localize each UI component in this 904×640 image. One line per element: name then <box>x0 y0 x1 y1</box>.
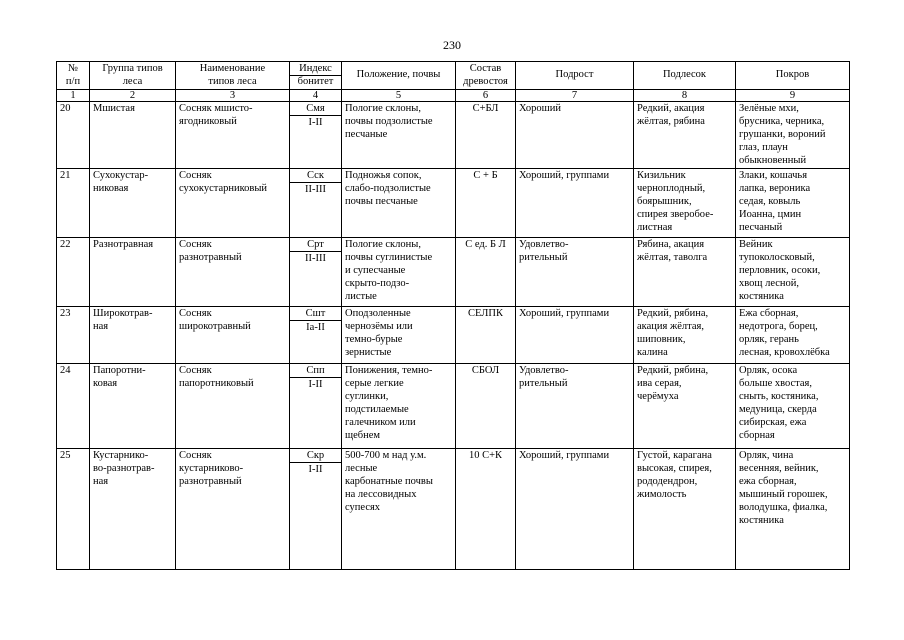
cell-line: обыкновенный <box>739 155 807 166</box>
cell-index-class: Ia-II <box>290 321 342 364</box>
cell-name <box>176 307 290 364</box>
cell-underbrush <box>634 169 736 238</box>
cell-line: Сосняк <box>179 239 212 250</box>
header-cover: Покров <box>736 62 850 90</box>
cell-line: боярышник, <box>637 196 692 207</box>
cell-line: зернистые <box>345 347 392 358</box>
cell-composition: СБОЛ <box>456 364 516 449</box>
cell-line: карбонатные почвы <box>345 476 433 487</box>
cell-line: шиповник, <box>637 334 686 345</box>
cell-cover <box>736 169 850 238</box>
cell-line: седая, ковыль <box>739 196 801 207</box>
cell-line: высокая, спирея, <box>637 463 712 474</box>
page-number: 230 <box>443 38 461 52</box>
cell-index-class: I-II <box>290 116 342 169</box>
cell-undergrowth <box>516 238 634 307</box>
cell-undergrowth <box>516 307 634 364</box>
table-row <box>57 364 850 378</box>
column-number: 1 <box>57 90 90 102</box>
cell-line: щебнем <box>345 430 381 441</box>
column-number: 8 <box>634 90 736 102</box>
cell-line: грушанки, вороний <box>739 129 826 140</box>
cell-line: Широкотрав- <box>93 308 153 319</box>
table-row <box>57 449 850 463</box>
cell-composition: С+БЛ <box>456 102 516 169</box>
cell-line: Понижения, темно- <box>345 365 433 376</box>
cell-line: больше хвостая, <box>739 378 812 389</box>
cell-line: весенняя, вейник, <box>739 463 819 474</box>
cell-cover <box>736 238 850 307</box>
cell-line: ная <box>93 476 109 487</box>
cell-undergrowth <box>516 169 634 238</box>
cell-cover <box>736 102 850 169</box>
header-composition: Состав древостоя <box>456 62 516 90</box>
cell-line: черноплодный, <box>637 183 706 194</box>
cell-num: 24 <box>57 364 90 449</box>
table-row <box>57 307 850 321</box>
cell-line: никовая <box>93 183 129 194</box>
cell-line: Хороший <box>519 103 561 114</box>
cell-line: разнотравный <box>179 476 242 487</box>
cell-line: сныть, костяника, <box>739 391 819 402</box>
cell-line: слабо-подзолистые <box>345 183 431 194</box>
cell-cover <box>736 307 850 364</box>
header-group: Группа типов леса <box>90 62 176 90</box>
cell-line: ива серая, <box>637 378 682 389</box>
cell-line: Вейник <box>739 239 773 250</box>
cell-group <box>90 449 176 570</box>
cell-line: во-разнотрав- <box>93 463 155 474</box>
cell-group <box>90 169 176 238</box>
cell-line: ковая <box>93 378 118 389</box>
cell-line: галечником или <box>345 417 416 428</box>
cell-position <box>342 364 456 449</box>
cell-undergrowth <box>516 364 634 449</box>
cell-line: Кизильник <box>637 170 686 181</box>
table-row <box>57 169 850 183</box>
cell-num: 22 <box>57 238 90 307</box>
cell-num: 21 <box>57 169 90 238</box>
column-number: 6 <box>456 90 516 102</box>
cell-line: Кустарнико- <box>93 450 149 461</box>
cell-line: Хороший, группами <box>519 170 610 181</box>
cell-undergrowth <box>516 102 634 169</box>
header-position: Положение, почвы <box>342 62 456 90</box>
cell-position <box>342 307 456 364</box>
cell-line: рительный <box>519 378 568 389</box>
cell-underbrush <box>634 102 736 169</box>
cell-line: тупоколосковый, <box>739 252 815 263</box>
cell-index-code: Срт <box>290 238 342 252</box>
cell-line: брусника, черника, <box>739 116 825 127</box>
cell-line: лапка, вероника <box>739 183 811 194</box>
cell-line: рительный <box>519 252 568 263</box>
cell-line: Сосняк мшисто- <box>179 103 253 114</box>
cell-line: мышиный горошек, <box>739 489 828 500</box>
cell-line: володушка, фиалка, <box>739 502 828 513</box>
cell-num: 25 <box>57 449 90 570</box>
cell-line: костяника <box>739 291 784 302</box>
cell-line: спирея зверобое- <box>637 209 714 220</box>
cell-composition: СЕЛПК <box>456 307 516 364</box>
column-number: 7 <box>516 90 634 102</box>
cell-line: 500-700 м над у.м. <box>345 450 427 461</box>
cell-position <box>342 102 456 169</box>
cell-line: черёмуха <box>637 391 679 402</box>
cell-line: скрыто-подзо- <box>345 278 410 289</box>
cell-line: Редкий, акация <box>637 103 705 114</box>
cell-line: Сосняк <box>179 308 212 319</box>
header-underbrush: Подлесок <box>634 62 736 90</box>
cell-line: почвы песчаные <box>345 196 418 207</box>
cell-line: Хороший, группами <box>519 450 610 461</box>
column-number: 3 <box>176 90 290 102</box>
cell-line: Мшистая <box>93 103 135 114</box>
cell-line: Сосняк <box>179 365 212 376</box>
column-number: 5 <box>342 90 456 102</box>
cell-line: ягодниковый <box>179 116 237 127</box>
cell-index-class: I-II <box>290 378 342 449</box>
cell-line: Оподзоленные <box>345 308 411 319</box>
cell-line: Рябина, акация <box>637 239 705 250</box>
cell-index-code: Спп <box>290 364 342 378</box>
cell-undergrowth <box>516 449 634 570</box>
cell-line: жёлтая, рябина <box>637 116 705 127</box>
cell-line: жимолость <box>637 489 687 500</box>
header-num: № п/п <box>57 62 90 90</box>
cell-line: Густой, карагана <box>637 450 712 461</box>
cell-line: Злаки, кошачья <box>739 170 808 181</box>
cell-line: ная <box>93 321 109 332</box>
cell-underbrush <box>634 307 736 364</box>
cell-name <box>176 102 290 169</box>
cell-line: Папоротни- <box>93 365 146 376</box>
cell-line: Разнотравная <box>93 239 154 250</box>
cell-line: папоротниковый <box>179 378 254 389</box>
cell-name <box>176 449 290 570</box>
column-number-row <box>57 90 850 102</box>
cell-name <box>176 169 290 238</box>
header-row <box>57 62 850 90</box>
cell-line: костяника <box>739 515 784 526</box>
cell-line: чернозёмы или <box>345 321 413 332</box>
cell-underbrush <box>634 449 736 570</box>
table-row <box>57 102 850 116</box>
cell-line: темно-бурые <box>345 334 403 345</box>
cell-line: листые <box>345 291 377 302</box>
cell-line: лесная, кровохлёбка <box>739 347 830 358</box>
cell-line: Сухокустар- <box>93 170 149 181</box>
cell-line: суглинки, <box>345 391 389 402</box>
cell-line: Пологие склоны, <box>345 239 421 250</box>
header-index: Индекс бонитет <box>290 62 342 90</box>
cell-line: и супесчаные <box>345 265 406 276</box>
cell-name <box>176 364 290 449</box>
cell-line: Ежа сборная, <box>739 308 799 319</box>
cell-line: глаз, плаун <box>739 142 788 153</box>
cell-line: Удовлетво- <box>519 239 569 250</box>
cell-group <box>90 102 176 169</box>
cell-name <box>176 238 290 307</box>
cell-cover <box>736 364 850 449</box>
cell-line: серые легкие <box>345 378 404 389</box>
cell-line: Пологие склоны, <box>345 103 421 114</box>
cell-line: рододендрон, <box>637 476 698 487</box>
cell-index-code: Смя <box>290 102 342 116</box>
cell-composition: С ед. Б Л <box>456 238 516 307</box>
column-number: 2 <box>90 90 176 102</box>
cell-composition: 10 С+К <box>456 449 516 570</box>
cell-line: Редкий, рябина, <box>637 365 709 376</box>
cell-num: 23 <box>57 307 90 364</box>
cell-underbrush <box>634 364 736 449</box>
header-undergrowth: Подрост <box>516 62 634 90</box>
cell-composition: С + Б <box>456 169 516 238</box>
cell-line: ежа сборная, <box>739 476 797 487</box>
table-body <box>57 102 850 570</box>
column-number: 4 <box>290 90 342 102</box>
cell-position <box>342 238 456 307</box>
cell-line: сухокустарниковый <box>179 183 268 194</box>
cell-line: Зелёные мхи, <box>739 103 799 114</box>
cell-line: листная <box>637 222 673 233</box>
cell-line: акация жёлтая, <box>637 321 704 332</box>
cell-index-code: Сшт <box>290 307 342 321</box>
cell-cover <box>736 449 850 570</box>
cell-index-class: II-III <box>290 183 342 238</box>
cell-index-class: I-II <box>290 463 342 570</box>
cell-line: Удовлетво- <box>519 365 569 376</box>
cell-line: на лессовидных <box>345 489 417 500</box>
forest-types-table <box>56 61 850 570</box>
cell-underbrush <box>634 238 736 307</box>
cell-line: Сосняк <box>179 170 212 181</box>
cell-line: супесях <box>345 502 381 513</box>
cell-line: почвы суглинистые <box>345 252 433 263</box>
cell-line: лесные <box>345 463 378 474</box>
header-name: Наименование типов леса <box>176 62 290 90</box>
cell-num: 20 <box>57 102 90 169</box>
cell-group <box>90 364 176 449</box>
cell-line: широкотравный <box>179 321 251 332</box>
cell-line: калина <box>637 347 668 358</box>
cell-line: недотрога, борец, <box>739 321 818 332</box>
cell-index-code: Сск <box>290 169 342 183</box>
cell-line: перловник, осоки, <box>739 265 821 276</box>
cell-index-class: II-III <box>290 252 342 307</box>
cell-line: песчаный <box>739 222 783 233</box>
cell-line: Редкий, рябина, <box>637 308 709 319</box>
cell-line: почвы подзолистые <box>345 116 433 127</box>
cell-line: Сосняк <box>179 450 212 461</box>
cell-line: сборная <box>739 430 775 441</box>
cell-line: орляк, герань <box>739 334 799 345</box>
cell-position <box>342 449 456 570</box>
cell-group <box>90 238 176 307</box>
table-row <box>57 238 850 252</box>
cell-line: жёлтая, таволга <box>637 252 708 263</box>
cell-line: медуница, скерда <box>739 404 817 415</box>
cell-group <box>90 307 176 364</box>
cell-line: Орляк, чина <box>739 450 794 461</box>
cell-line: песчаные <box>345 129 388 140</box>
cell-line: Хороший, группами <box>519 308 610 319</box>
cell-line: хвощ лесной, <box>739 278 800 289</box>
cell-line: Орляк, осока <box>739 365 798 376</box>
cell-line: подстилаемые <box>345 404 409 415</box>
column-number: 9 <box>736 90 850 102</box>
cell-line: кустарниково- <box>179 463 244 474</box>
cell-position <box>342 169 456 238</box>
cell-line: Иоанна, цмин <box>739 209 802 220</box>
cell-index-code: Скр <box>290 449 342 463</box>
cell-line: Подножья сопок, <box>345 170 422 181</box>
cell-line: разнотравный <box>179 252 242 263</box>
cell-line: сибирская, ежа <box>739 417 807 428</box>
